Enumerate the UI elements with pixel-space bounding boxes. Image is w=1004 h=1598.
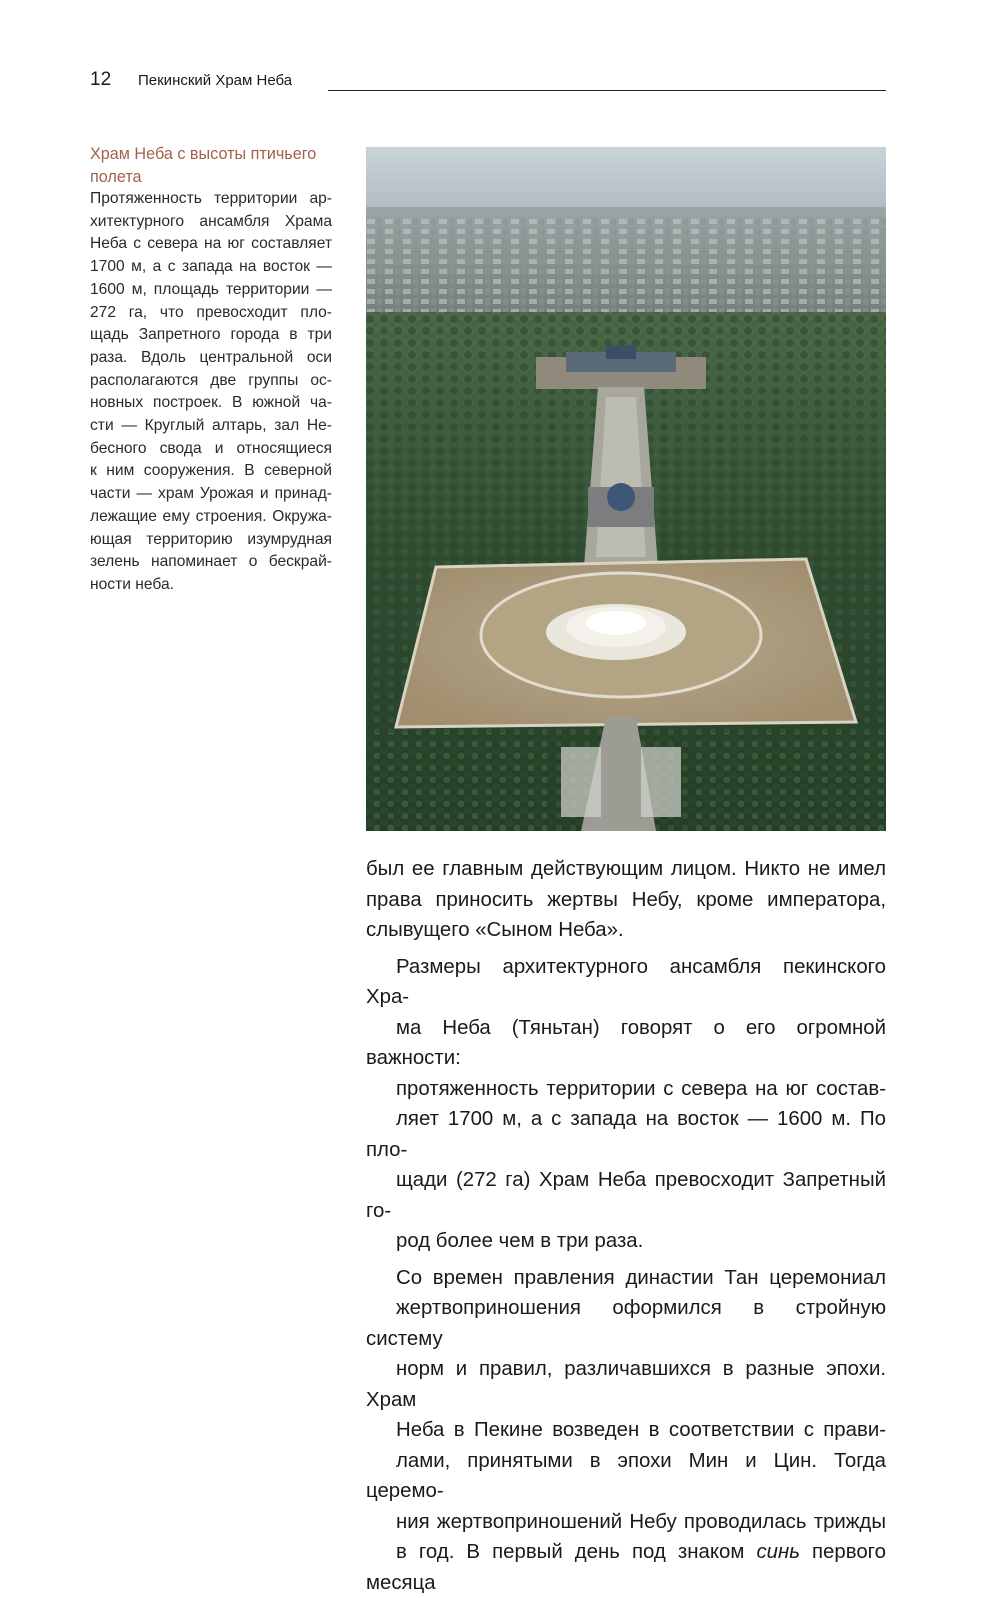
paragraph-3 [366,1263,886,1598]
paragraph-1 [366,854,886,946]
caption-line: Неба с севера на юг составляет [90,233,332,256]
body-text [366,854,886,1598]
body-line: Неба в Пекине возведен в соответствии с прави- [366,1415,886,1446]
body-line: род более чем в три раза. [366,1226,886,1257]
caption-line: 1700 м, а с запада на восток — [90,256,332,279]
body-line: ма Неба (Тяньтан) говорят о его огромной важности: [366,1013,886,1074]
caption-line: щадь Запретного города в три [90,324,332,347]
body-line: права приносить жертвы Небу, кроме императора, [366,885,886,916]
body-line: протяженность территории с севера на юг состав- [366,1074,886,1105]
caption-line: части — храм Урожая и принад- [90,483,332,506]
body-line: ляет 1700 м, а с запада на восток — 1600 м. По пло- [366,1104,886,1165]
caption-line: Протяженность территории ар- [90,188,332,211]
body-line: Со времен правления династии Тан церемониал [366,1263,886,1294]
page-header [90,68,886,94]
caption-line: располагаются две группы ос- [90,370,332,393]
body-line: Размеры архитектурного ансамбля пекинского Хра- [366,952,886,1013]
body-line [366,1537,886,1598]
aerial-photo-illustration [366,147,886,831]
caption-line: ющая территорию изумрудная [90,529,332,552]
body-line-prefix: в год. В первый день под знаком [396,1541,756,1563]
page-number: 12 [90,68,111,92]
paragraph-2 [366,952,886,1257]
caption-title: Храм Неба с высоты птичьего полета [90,143,332,188]
running-title: Пекинский Храм Неба [138,70,292,92]
body-line: был ее главным действующим лицом. Никто не имел [366,854,886,885]
body-line: лами, принятыми в эпохи Мин и Цин. Тогда церемо- [366,1446,886,1507]
body-line: ния жертвоприношений Небу проводилась трижды [366,1507,886,1538]
body-line: щади (272 га) Храм Неба превосходит Запретный го- [366,1165,886,1226]
caption-line: лежащие ему строения. Окружа- [90,506,332,529]
caption-line: к ним сооружения. В северной [90,460,332,483]
caption-line: 1600 м, площадь территории — [90,279,332,302]
caption-line: новных построек. В южной ча- [90,392,332,415]
italic-term: синь [756,1541,799,1563]
body-line: жертвоприношения оформился в стройную систему [366,1293,886,1354]
header-rule [328,90,886,91]
photo-caption [90,143,332,597]
body-line-suffix: первого месяца [366,1541,886,1594]
caption-line: хитектурного ансамбля Храма [90,211,332,234]
caption-line: бесного свода и относящиеся [90,438,332,461]
caption-line: 272 га, что превосходит пло- [90,302,332,325]
caption-line: сти — Круглый алтарь, зал Не- [90,415,332,438]
body-line: слывущего «Сыном Неба». [366,915,886,946]
caption-line: зелень напоминает о бескрай- [90,551,332,574]
caption-line: ности неба. [90,574,332,597]
caption-line: раза. Вдоль центральной оси [90,347,332,370]
aerial-photo [366,147,886,831]
body-line: норм и правил, различавшихся в разные эпохи. Храм [366,1354,886,1415]
caption-text [90,188,332,597]
